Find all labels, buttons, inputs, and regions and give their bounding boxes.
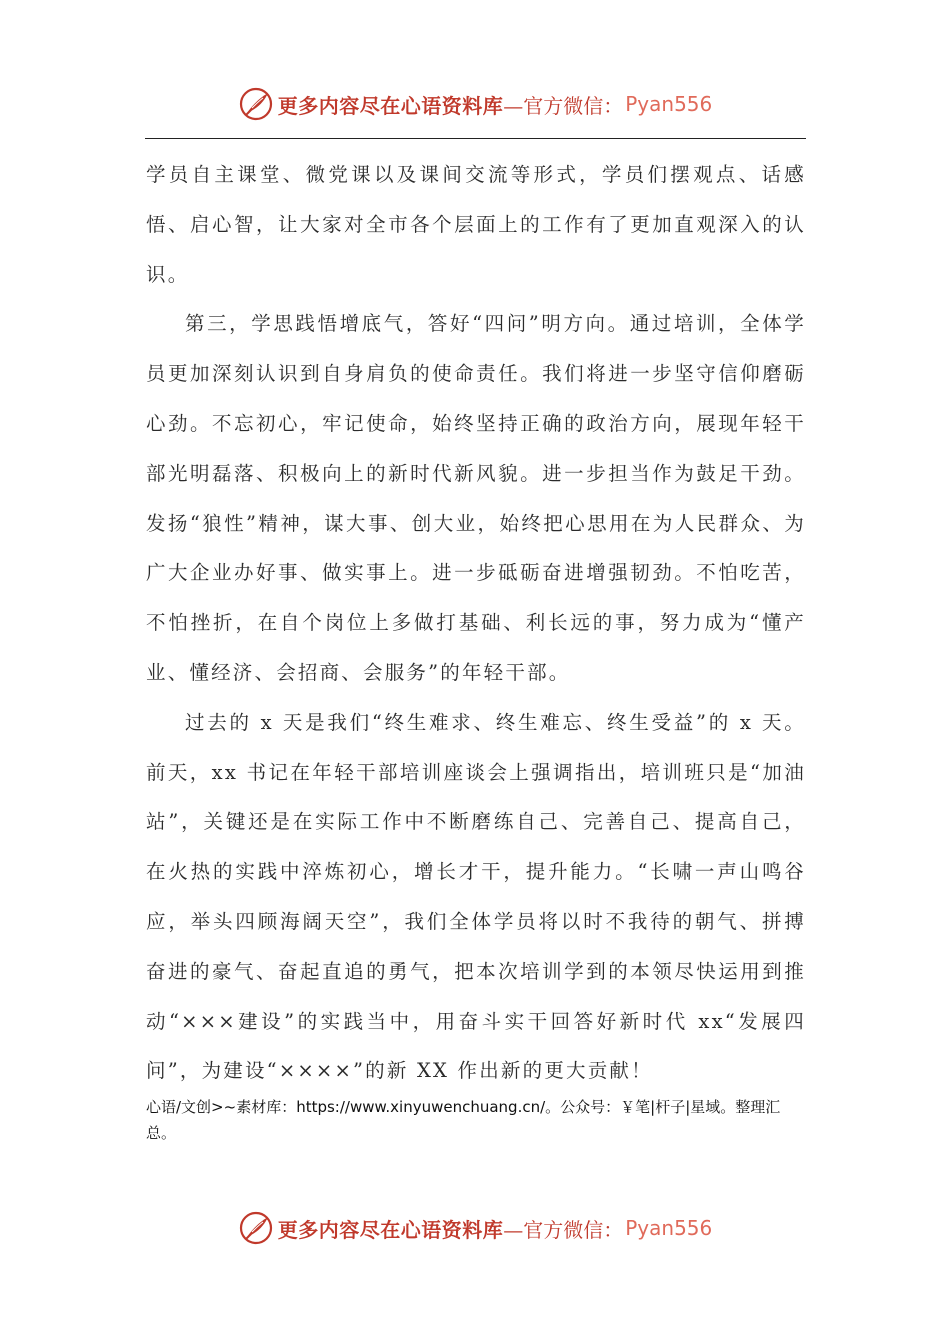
header-banner-title: 更多内容尽在心语资料库: [277, 93, 504, 118]
header-banner: [238, 86, 713, 122]
paragraph-continued: 学员自主课堂、微党课以及课间交流等形式，学员们摆观点、话感悟、启心智，让大家对全市各个层面上的工作有了更加直观深入的认识。: [146, 163, 806, 286]
footer-banner-wechat-label: —官方微信：: [503, 1217, 624, 1242]
quill-pen-logo-icon: [238, 86, 274, 122]
quill-pen-logo-icon: [238, 1210, 274, 1246]
page-header: [0, 84, 950, 124]
paragraph-closing: 过去的 x 天是我们“终生难求、终生难忘、终生受益”的 x 天。前天，xx 书记在年轻干部培训座谈会上强调指出，培训班只是“加油站”，关键还是在实际工作中不断磨练自己、完善自己、提高自己，在火热的实践中淬炼初心，增长才干，提升能力。“长啸一声山鸣谷应，举头四顾海阔天空”，我们全体学员将以时不我待的朝气、拼搏奋进的豪气、奋起直追的勇气，把本次培训学到的本领尽快运用到推动“×××建设”的实践当中，用奋斗实干回答好新时代 xx“发展四问”，为建设“××××”的新 XX 作出新的更大贡献！: [146, 710, 806, 1083]
header-banner-wechat-id: Pyan556: [625, 92, 713, 116]
footer-banner-title: 更多内容尽在心语资料库: [277, 1217, 504, 1242]
footer-banner-wechat-id: Pyan556: [625, 1216, 713, 1240]
footer-banner: [238, 1210, 713, 1246]
page-footer: [0, 1208, 950, 1248]
source-note: 心语/文创>~素材库：https://www.xinyuwenchuang.cn/。公众号：￥笔|杆子|星域。整理汇总。: [146, 1098, 781, 1142]
header-divider: [145, 138, 806, 139]
paragraph-third-point: 第三，学思践悟增底气，答好“四问”明方向。通过培训，全体学员更加深刻认识到自身肩负的使命责任。我们将进一步坚守信仰磨砺心劲。不忘初心，牢记使命，始终坚持正确的政治方向，展现年轻干部光明磊落、积极向上的新时代新风貌。进一步担当作为鼓足干劲。发扬“狼性”精神，谋大事、创大业，始终把心思用在为人民群众、为广大企业办好事、做实事上。进一步砥砺奋进增强韧劲。不怕吃苦，不怕挫折，在自个岗位上多做打基础、利长远的事，努力成为“懂产业、懂经济、会招商、会服务”的年轻干部。: [146, 312, 806, 684]
document-body: [146, 150, 806, 1096]
header-banner-wechat-label: —官方微信：: [503, 93, 624, 118]
